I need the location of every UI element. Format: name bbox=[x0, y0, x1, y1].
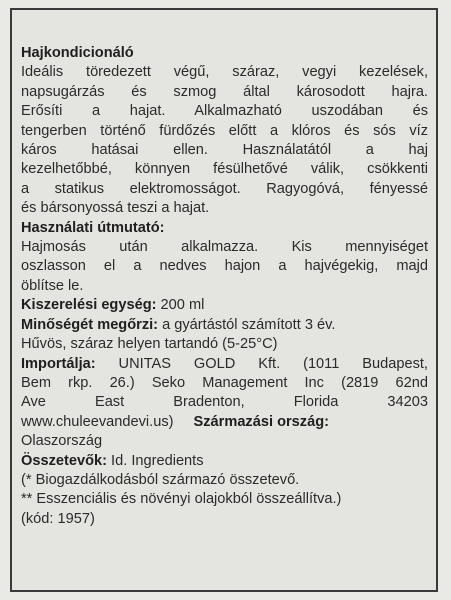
best-before-value: a gyártástól számított 3 év. bbox=[158, 316, 336, 333]
usage-line: öblítse le. bbox=[21, 277, 84, 294]
description-line: Ideális töredezett végű, száraz, vegyi kezelések, bbox=[21, 64, 428, 81]
description-line: napsugárzás és szmog által károsodott hajra. bbox=[21, 83, 428, 100]
package-size-value: 200 ml bbox=[156, 297, 205, 314]
footnote-line: ** Esszenciális és növényi olajokból összeállítva.) bbox=[21, 491, 342, 508]
usage-line: Hajmosás után alkalmazza. Kis mennyiséget bbox=[21, 239, 428, 256]
importer-address: UNITAS GOLD Kft. (1011 Budapest, bbox=[95, 355, 428, 372]
package-size-label: Kiszerelési egység: bbox=[21, 297, 157, 314]
ingredients-label: Összetevők: bbox=[21, 452, 107, 469]
storage-info: Hűvös, száraz helyen tartandó (5-25°C) bbox=[21, 336, 278, 353]
importer-web-line bbox=[21, 413, 428, 432]
ingredients bbox=[21, 452, 428, 471]
usage-line: oszlasson el a nedves hajon a hajvégekig, majd bbox=[21, 258, 428, 275]
description-line: és bársonyossá teszi a hajat. bbox=[21, 200, 210, 217]
description-line: kezelhetőbbé, könnyen fésülhetővé válik, csökkenti bbox=[21, 161, 428, 178]
ingredients-value: Id. Ingredients bbox=[106, 452, 204, 469]
footnote-line: (* Biogazdálkodásból származó összetevő. bbox=[21, 471, 300, 488]
origin-value: Olaszország bbox=[21, 433, 103, 450]
description-line: Erősíti a hajat. Alkalmazható uszodában és bbox=[21, 103, 428, 120]
package-size bbox=[21, 296, 428, 315]
importer-line: Bem rkp. 26.) Seko Management Inc (2819 62nd bbox=[21, 374, 428, 391]
description-line: káros hatásai ellen. Használatától a haj bbox=[21, 142, 428, 159]
description-line: tengerben történő fürdőzés előtt a klóros és sós víz bbox=[21, 122, 428, 139]
best-before bbox=[21, 316, 428, 335]
usage-heading: Használati útmutató: bbox=[21, 219, 165, 236]
product-title: Hajkondicionáló bbox=[21, 45, 134, 61]
importer-line bbox=[21, 355, 428, 374]
importer-line: Ave East Bradenton, Florida 34203 bbox=[21, 394, 428, 411]
importer-website: www.chuleevandevi.us) bbox=[21, 413, 174, 430]
best-before-label: Minőségét megőrzi: bbox=[21, 316, 159, 333]
product-code: (kód: 1957) bbox=[21, 510, 95, 527]
description-line: a statikus elektromosságot. Ragyogóvá, fényessé bbox=[21, 180, 428, 197]
origin-label: Származási ország: bbox=[193, 413, 329, 430]
importer-label: Importálja: bbox=[21, 355, 96, 372]
product-label bbox=[10, 8, 438, 592]
